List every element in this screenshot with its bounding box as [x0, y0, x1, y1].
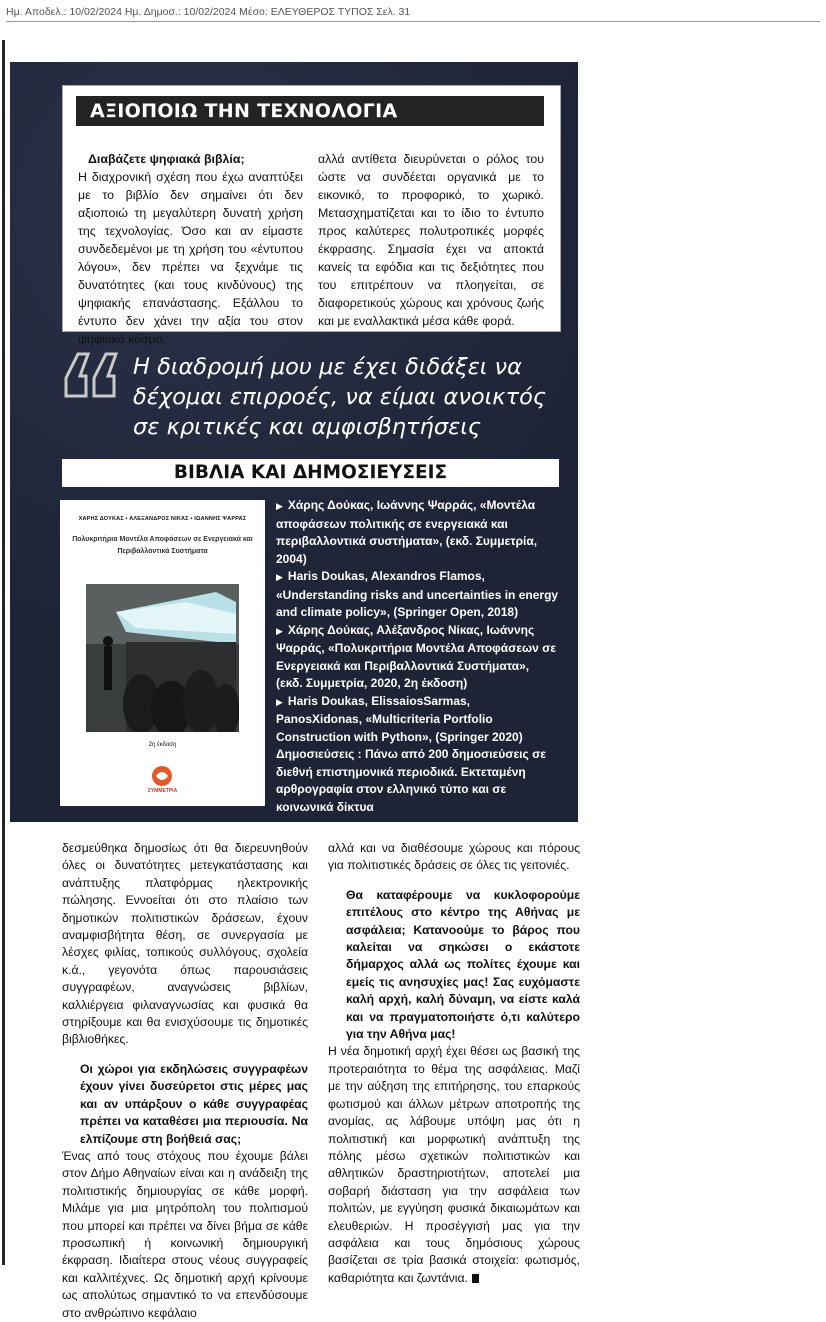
publications-list [276, 497, 559, 816]
tech-section-title: ΑΞΙΟΠΟΙΩ ΤΗΝ ΤΕΧΝΟΛΟΓΙΑ [76, 96, 544, 126]
body-paragraph: Η νέα δημοτική αρχή έχει θέσει ως βασική της προτεραιότητα το θέμα της ασφάλειας. Μαζί με την αύξηση της επιτήρησης, του επαρκούς φωτισμού και άλλων μέτρων αποτροπής της ανομίας, ας λάβουμε υπόψη μας ότι η πολιτιστική και μορφωτική ανάπτυξη της πόλης μέσω σχετικών πολιτιστικών και αθλητικών δραστηριοτήτων, αποτελεί μια σοβαρή διάσταση για την ασφάλεια των πολιτών, με εγγύηση φυσικά δικαιωμάτων και ελευθεριών. Η προσέγγισή μας για την ασφάλεια και τους δημόσιους χώρους βασίζεται σε τρία βασικά στοιχεία: φωτισμός, καθαριότητα και ζωντάνια. [328, 1044, 580, 1285]
quote-mark-icon [60, 350, 120, 398]
publication-item: ▶ Haris Doukas, ElissaiosSarmas, PanosXidonas, «Multicriteria Portfolio Construction with Python», (Springer 2020) [276, 693, 523, 744]
tech-answer-part-1: Η διαχρονική σχέση που έχω αναπτύξει με το βιβλίο δεν σημαίνει ότι δεν αξιοποιώ τη μεγαλύτερη δυνατή χρήση της τεχνολογίας. Όσο και αν είμαστε συνδεδεμένοι με τη χρήση του «έντυπου λόγου», δεν πρέπει να ξεχνάμε τις δυνατότητες (και τους κινδύνους) της ψηφιακής επανάστασης. Εξάλλου το έντυπο δεν χάνει την αξία του στον ψηφιακό κόσμο, [78, 170, 303, 346]
book-cover [60, 500, 265, 806]
body-paragraph: Ένας από τους στόχους που έχουμε βάλει στον Δήμο Αθηναίων είναι και η ανάδειξη της πολιτιστικής δημιουργίας σε κάθε μορφή. Μιλάμε για μια μητρόπολη του πολιτισμού που μπορεί και πρέπει να δίνει βήμα σε κάθε προσωπική ή κοινωνική δημιουργική έκφραση. Ιδιαίτερα στους νέους συγγραφείς και καλλιτέχνες. Ως δημοτική αρχή κρίνουμε ως απολύτως σημαντικό το να επενδύσουμε στο ανθρώπινο κεφάλαιο [62, 1148, 308, 1320]
article-end-mark [472, 1274, 479, 1283]
book-cover-publisher: ΣΥΜΜΕΤΡΙΑ [147, 788, 178, 794]
tech-question: Διαβάζετε ψηφιακά βιβλία; [88, 152, 245, 166]
body-column-right [328, 840, 580, 1287]
publication-item: ▶ Haris Doukas, Alexandros Flamos, «Understanding risks and uncertainties in energy and climate policy», (Springer Open, 2018) [276, 569, 559, 619]
publisher-logo-icon [146, 764, 178, 790]
bullet-arrow-icon: ▶ [276, 625, 283, 636]
body-paragraph: αλλά και να διαθέσουμε χώρους και πόρους για πολιτιστικές δράσεις σε όλες τις γειτονιές. [328, 841, 580, 873]
pull-quote: Η διαδρομή μου με έχει διδάξει να δέχομαι επιρροές, να είμαι ανοικτός σε κριτικές και αμφισβητήσεις [133, 354, 547, 440]
bullet-arrow-icon: ▶ [276, 572, 283, 582]
book-cover-edition: 2η έκδοση [148, 742, 177, 748]
page-edge-bar [2, 40, 5, 1265]
tech-column-1 [78, 150, 303, 348]
book-cover-title: Πολυκριτήρια Μοντέλα Αποφάσεων σε Ενεργειακά και Περιβαλλοντικά Συστήματα [72, 536, 253, 555]
book-cover-illustration [86, 584, 239, 732]
tech-column-2: αλλά αντίθετα διευρύνεται ο ρόλος του ώστε να συνδέεται οργανικά με το εικονικό, το προφορικό, το χωρικό. Μετασχηματίζεται και το ίδιο το έντυπο προς καλύτερες πολυτροπικές μορφές έκφρασης. Σημασία έχει να αποκτά κανείς τα εφόδια και τις δεξιότητες που του επιτρέπουν να πλοηγείται, σε διαφορετικούς χώρους και χρόνους ζωής και με εναλλακτικά μέσα κάθε φορά. [318, 152, 544, 328]
publication-item: ▶ Χάρης Δούκας, Ιωάννης Ψαρράς, «Μοντέλα αποφάσεων πολιτικής σε ενεργειακά και περιβαλλοντικά συστήματα», (εκδ. Συμμετρία, 2004) [276, 498, 538, 566]
body-column-left [62, 840, 308, 1322]
book-cover-authors: ΧΑΡΗΣ ΔΟΥΚΑΣ • ΑΛΕΞΑΝΔΡΟΣ ΝΙΚΑΣ • ΙΩΑΝΝΗΣ ΨΑΡΡΑΣ [78, 516, 247, 522]
books-heading: ΒΙΒΛΙΑ ΚΑΙ ΔΗΜΟΣΙΕΥΣΕΙΣ [62, 459, 559, 487]
bullet-arrow-icon: ▶ [276, 501, 283, 511]
interview-question: Οι χώροι για εκδηλώσεις συγγραφέων έχουν γίνει δυσεύρετοι στις μέρες μας και αν υπάρξουν ο κάθε συγγραφέας πρέπει να καταθέσει μια περιουσία. Να ελπίζουμε στη βοήθειά σας; [80, 1061, 308, 1146]
bullet-arrow-icon: ▶ [276, 696, 283, 707]
header-rule [6, 21, 820, 22]
interview-question: Θα καταφέρουμε να κυκλοφορούμε επιτέλους στο κέντρο της Αθήνας με ασφάλεια; Κατανοούμε το βάρος που καλείται να σηκώσει ο εκάστοτε δήμαρχος αλλά ως πολίτες έχουμε και εμείς τις ανησυχίες μας! Σας ευχόμαστε καλή αρχή, καλή δύναμη, να είστε καλά και να πραγματοποιήστε ό,τι καλύτερο για την Αθήνα μας! [346, 887, 580, 1042]
body-paragraph: δεσμεύθηκα δημοσίως ότι θα διερευνηθούν όλες οι δυνατότητες μετεγκατάστασης και ανάπτυξης πλατφόρμας ηλεκτρονικής πώλησης. Εννοείται ότι στο πλαίσιο των δημοτικών πολιτιστικών δράσεων, έχουν αναμφισβήτητα θέση, σε συνεργασία με λέσχες φιλίας, τοπικούς συλλόγους, σχολεία κ.ά., γεγονότα όπως παρουσιάσεις συγγραφέων, αναγνώσεις βιβλίων, καλλιέργεια φιλαναγνωσίας και φυσικά θα στηρίξουμε και θα ενισχύσουμε τις δημοτικές βιβλιοθήκες. [62, 841, 308, 1047]
publications-summary: Δημοσιεύσεις : Πάνω από 200 δημοσιεύσεις σε διεθνή επιστημονικά περιοδικά. Εκτεταμένη αρθρογραφία στον ελληνικό τύπο και σε κοινωνικά δίκτυα [276, 747, 546, 814]
publication-item: ▶ Χάρης Δούκας, Αλέξανδρος Νίκας, Ιωάννης Ψαρράς, «Πολυκριτήρια Μοντέλα Αποφάσεων σε Ενεργειακά και Περιβαλλοντικά Συστήματα», (εκδ. Συμμετρία, 2020, 2η έκδοση) [276, 622, 557, 690]
clipping-metadata: Ημ. Αποδελ.: 10/02/2024 Ημ. Δημοσ.: 10/02/2024 Μέσο: ΕΛΕΥΘΕΡΟΣ ΤΥΠΟΣ Σελ. 31 [6, 6, 411, 18]
